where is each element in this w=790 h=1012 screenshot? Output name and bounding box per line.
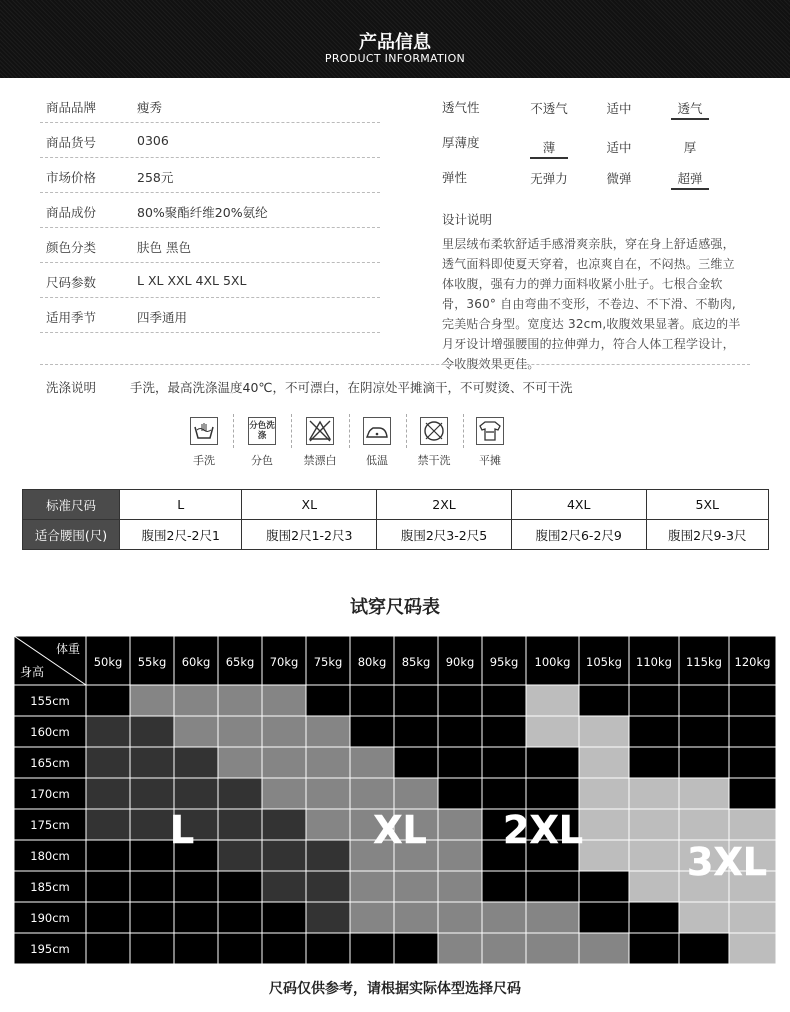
divider [40,157,380,158]
size-cell: L [120,490,242,520]
weight-header: 50kg [93,655,123,669]
fit-cell [218,685,262,716]
fit-cell [262,840,306,871]
height-header: 185cm [30,880,70,894]
separate-color-icon [248,417,276,445]
weight-header: 60kg [181,655,211,669]
fit-cell [218,902,262,933]
fit-cell [729,933,776,964]
fit-cell [729,809,776,840]
fit-cell [130,778,174,809]
page-subtitle: PRODUCT INFORMATION [324,52,466,65]
fit-cell [218,840,262,871]
fit-cell [679,778,729,809]
attribute-option: 厚 [683,140,697,155]
fit-cell [729,685,776,716]
fit-cell [350,902,394,933]
fit-cell [174,902,218,933]
no-dry-clean-icon [420,417,448,445]
fit-cell [174,716,218,747]
weight-header: 65kg [225,655,255,669]
fit-cell [482,685,526,716]
fit-cell [350,933,394,964]
fit-cell [86,902,130,933]
fit-cell [629,840,679,871]
fit-cell [438,716,482,747]
height-header: 165cm [30,756,70,770]
fit-cell [130,747,174,778]
fit-cell [526,716,579,747]
fit-cell [438,685,482,716]
divider [40,364,750,365]
size-table [22,489,769,550]
fit-cell [526,747,579,778]
fit-cell [350,685,394,716]
fit-cell [262,716,306,747]
fit-cell [526,871,579,902]
fit-cell [306,902,350,933]
info-label: 商品成份 [46,205,97,220]
selected-underline [671,188,709,190]
hand-wash-icon [190,417,218,445]
attribute-option-selected: 透气 [677,101,703,116]
fit-cell [174,871,218,902]
size-cell: 4XL [511,490,646,520]
divider [40,262,380,263]
fit-cell [86,747,130,778]
size-row-label: 标准尺码 [23,490,120,520]
separator [406,414,407,448]
wash-icon-label: 禁干洗 [417,454,451,467]
waist-cell: 腹围2尺-2尺1 [120,520,242,550]
waist-cell: 腹围2尺3-2尺5 [377,520,512,550]
weight-header: 120kg [734,655,771,669]
fit-cell [130,685,174,716]
info-label: 适用季节 [46,310,97,325]
fit-cell [394,902,438,933]
height-header: 175cm [30,818,70,832]
info-label: 颜色分类 [46,240,97,255]
wash-icon-label: 手洗 [193,454,215,467]
size-cell: 5XL [646,490,768,520]
fit-cell [306,871,350,902]
wash-text: 手洗，最高洗涤温度40℃，不可漂白，在阴凉处平摊滴干，不可熨烫、不可干洗 [130,380,573,395]
fit-cell [438,902,482,933]
no-bleach-icon [306,417,334,445]
fit-cell [174,747,218,778]
wash-icon-label: 低温 [366,454,388,467]
wash-icon-label: 平摊 [479,454,501,467]
fit-cell [306,809,350,840]
separator [233,414,234,448]
low-iron-icon [363,417,391,445]
info-label: 市场价格 [46,170,97,185]
fit-cell [262,778,306,809]
fit-cell [306,716,350,747]
fit-cell [350,716,394,747]
fit-cell [482,933,526,964]
fit-cell [306,747,350,778]
info-label: 商品品牌 [46,100,97,115]
fit-cell [629,716,679,747]
fit-cell [679,716,729,747]
fit-cell [218,747,262,778]
separator [463,414,464,448]
size-cell: XL [242,490,377,520]
attribute-label: 透气性 [442,100,480,115]
fit-cell [86,716,130,747]
fit-cell [86,809,130,840]
fit-cell [438,933,482,964]
waist-cell: 腹围2尺6-2尺9 [511,520,646,550]
fit-chart-title: 试穿尺码表 [350,597,440,618]
weight-header: 85kg [401,655,431,669]
fit-cell [482,747,526,778]
attribute-option: 适中 [606,101,632,116]
divider [40,227,380,228]
attribute-option: 无弹力 [530,171,568,186]
waist-row-label: 适合腰围(尺) [23,520,120,550]
weight-header: 100kg [534,655,571,669]
fit-cell [526,902,579,933]
waist-cell: 腹围2尺9-3尺 [646,520,768,550]
fit-cell [579,716,629,747]
height-header: 195cm [30,942,70,956]
selected-underline [671,118,709,120]
height-header: 180cm [30,849,70,863]
fit-cell [174,685,218,716]
fit-cell [86,871,130,902]
fit-cell [218,871,262,902]
fit-cell [526,778,579,809]
attribute-label: 厚薄度 [442,135,480,150]
info-label: 商品货号 [46,135,97,150]
fit-cell [394,871,438,902]
fit-cell [729,716,776,747]
fit-cell [306,778,350,809]
fit-cell [629,902,679,933]
fit-cell [130,809,174,840]
info-value: 四季通用 [137,310,188,325]
separator [291,414,292,448]
dry-flat-icon [476,417,504,445]
info-value: 258元 [137,170,174,185]
fit-cell [438,809,482,840]
fit-cell [579,902,629,933]
weight-header: 75kg [313,655,343,669]
fit-cell [579,871,629,902]
weight-header: 70kg [269,655,299,669]
size-zone-label: L [169,808,195,852]
info-value: L XL XXL 4XL 5XL [137,273,247,288]
fit-cell [679,902,729,933]
fit-cell [262,809,306,840]
size-zone-label: 3XL [687,840,767,884]
fit-cell [579,778,629,809]
fit-cell [130,840,174,871]
info-value: 80%聚酯纤维20%氨纶 [137,205,268,220]
attribute-option: 微弹 [606,171,632,186]
fit-chart-footnote: 尺码仅供参考，请根据实际体型选择尺码 [269,981,521,997]
divider [40,122,380,123]
fit-cell [350,778,394,809]
fit-cell [350,871,394,902]
size-cell: 2XL [377,490,512,520]
fit-cell [130,871,174,902]
fit-cell [729,778,776,809]
fit-cell [86,778,130,809]
selected-underline [530,157,568,159]
fit-cell [86,840,130,871]
attribute-option: 不透气 [530,101,568,116]
fit-cell [394,778,438,809]
info-value: 瘦秀 [137,100,163,115]
height-header: 170cm [30,787,70,801]
design-label: 设计说明 [442,212,493,227]
fit-cell [679,685,729,716]
fit-cell [579,685,629,716]
fit-cell [306,933,350,964]
fit-cell [579,809,629,840]
fit-cell [174,933,218,964]
height-header: 155cm [30,694,70,708]
fit-chart-grid [14,636,778,970]
fit-cell [579,933,629,964]
wash-label: 洗涤说明 [46,380,97,395]
fit-cell [482,778,526,809]
fit-cell [729,902,776,933]
fit-cell [394,747,438,778]
fit-cell [174,778,218,809]
corner-weight-label: 体重 [55,642,80,656]
design-text: 里层绒布柔软舒适手感滑爽亲肤，穿在身上舒适感强，透气面料即使夏天穿着，也凉爽自在，不闷热。三维立体收腹，强有力的弹力面料收紧小肚子。七根合金软骨，360° 自由弯曲不变形，不卷边、不下滑、不勒肉,完美贴合身型。宽度达 32cm,收腹效果显著。底边的半月牙设计增强腰围的拉伸弹力，符合人体工程学设计，令收腹效果更佳。 [442,237,741,371]
fit-cell [729,747,776,778]
weight-header: 80kg [357,655,387,669]
separator [349,414,350,448]
fit-cell [629,871,679,902]
fit-cell [482,902,526,933]
wash-icon-label: 分色 [251,454,273,467]
fit-cell [262,747,306,778]
weight-header: 95kg [489,655,519,669]
size-zone-label: 2XL [503,808,583,852]
attribute-option-selected: 薄 [542,140,556,155]
fit-cell [679,747,729,778]
fit-cell [526,933,579,964]
fit-cell [394,933,438,964]
icon-text: 分色洗涤 [249,421,275,441]
fit-cell [629,809,679,840]
weight-header: 115kg [686,655,722,669]
size-zone-label: XL [373,808,427,852]
fit-cell [218,809,262,840]
fit-cell [629,747,679,778]
waist-cell: 腹围2尺1-2尺3 [242,520,377,550]
fit-cell [629,933,679,964]
info-value: 肤色 黑色 [137,240,191,255]
attribute-option: 适中 [606,140,632,155]
fit-cell [482,871,526,902]
fit-cell [350,747,394,778]
weight-header: 55kg [137,655,167,669]
fit-cell [438,840,482,871]
height-header: 160cm [30,725,70,739]
fit-cell [262,933,306,964]
fit-cell [579,747,629,778]
page-title: 产品信息 [359,32,431,53]
waist-row [23,520,769,550]
fit-cell [438,778,482,809]
weight-header: 105kg [586,655,622,669]
fit-cell [130,716,174,747]
fit-cell [438,747,482,778]
fit-cell [262,902,306,933]
fit-cell [130,902,174,933]
fit-cell [86,933,130,964]
fit-cell [679,809,729,840]
divider [40,192,380,193]
fit-cell [262,871,306,902]
fit-cell [218,716,262,747]
attribute-label: 弹性 [442,170,468,185]
height-header: 190cm [30,911,70,925]
weight-header: 90kg [445,655,475,669]
fit-cell [306,685,350,716]
fit-cell [629,778,679,809]
info-label: 尺码参数 [46,275,97,290]
info-value: 0306 [137,133,169,148]
fit-cell [262,685,306,716]
size-row [23,490,769,520]
fit-cell [218,778,262,809]
corner-height-label: 身高 [20,665,45,679]
fit-cell [679,933,729,964]
fit-cell [629,685,679,716]
fit-cell [482,716,526,747]
divider [40,332,380,333]
fit-cell [130,933,174,964]
fit-cell [438,871,482,902]
fit-cell [526,685,579,716]
fit-cell [306,840,350,871]
fit-cell [579,840,629,871]
wash-icon-label: 禁漂白 [303,454,337,467]
divider [40,297,380,298]
weight-header: 110kg [636,655,672,669]
fit-cell [86,685,130,716]
fit-cell [218,933,262,964]
attribute-option-selected: 超弹 [677,171,703,186]
fit-cell [394,716,438,747]
fit-cell [394,685,438,716]
